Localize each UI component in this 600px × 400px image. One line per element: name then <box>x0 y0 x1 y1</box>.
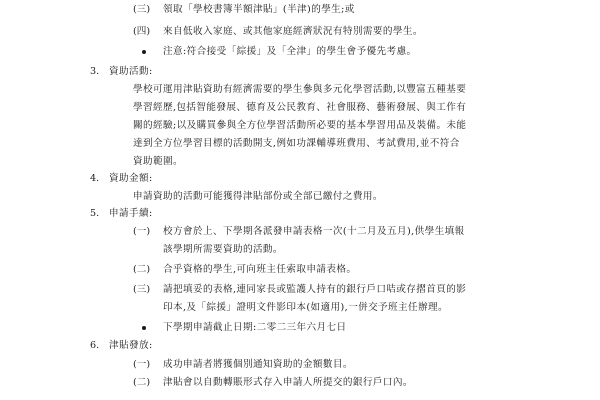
item-marker: (三) <box>133 284 151 295</box>
bullet-icon <box>142 326 146 330</box>
item-text: 津貼會以自動轉賬形式存入申請人所提交的銀行戶口內。 <box>163 377 413 388</box>
paragraph-line: 關的經驗;以及購買參與全方位學習活動所必要的基本學習用品及裝備。未能 <box>133 120 467 131</box>
section-number: 6. <box>90 340 100 351</box>
item-text: 校方會於上、下學期各派發申請表格一次(十二月及五月),供學生填報 <box>163 226 465 237</box>
section-number: 3. <box>90 66 100 77</box>
paragraph-line: 達到全方位學習目標的活動開支,例如功課輔導班費用、考試費用,並不符合 <box>133 138 460 149</box>
section-title: 申請手續: <box>109 208 153 219</box>
item-text: 來自低收入家庭、或其他家庭經濟狀況有特別需要的學生。 <box>163 26 423 37</box>
paragraph-line: 申請資助的活動可能獲得津貼部份或全部已繳付之費用。 <box>133 191 383 202</box>
item-marker: (一) <box>133 226 151 237</box>
item-text: 成功申請者將獲個別通知資助的金額數目。 <box>163 359 353 370</box>
note-text: 注意:符合接受「綜援」及「全津」的學生會予優先考慮。 <box>163 46 417 57</box>
section-title: 津貼發放: <box>109 340 153 351</box>
item-text: 該學期所需要資助的活動。 <box>163 244 283 255</box>
paragraph-line: 學習經歷,包括智能發展、德育及公民教育、社會服務、藝術發展、與工作有 <box>133 102 467 113</box>
item-marker: (一) <box>133 359 151 370</box>
item-marker: (四) <box>133 26 151 37</box>
item-marker: (二) <box>133 264 151 275</box>
item-marker: (二) <box>133 377 151 388</box>
bullet-icon <box>142 50 146 54</box>
item-text: 領取「學校書簿半額津貼」(半津)的學生;或 <box>163 4 355 15</box>
item-text: 合乎資格的學生,可向班主任索取申請表格。 <box>163 264 357 275</box>
item-marker: (三) <box>133 4 151 15</box>
section-title: 資助金額: <box>109 173 153 184</box>
deadline-note: 下學期申請截止日期:二零二三年六月七日 <box>163 322 347 333</box>
section-number: 5. <box>90 208 100 219</box>
paragraph-line: 學校可運用津貼資助有經濟需要的學生參與多元化學習活動,以豐富五種基要 <box>133 84 467 95</box>
section-number: 4. <box>90 173 100 184</box>
section-title: 資助活動: <box>109 66 153 77</box>
item-text: 印本,及「綜援」證明文件影印本(如適用),一併交予班主任辦理。 <box>163 302 449 313</box>
item-text: 請把填妥的表格,連同家長或監護人持有的銀行戶口咭或存摺首頁的影 <box>163 284 467 295</box>
paragraph-line: 資助範圍。 <box>133 156 183 167</box>
